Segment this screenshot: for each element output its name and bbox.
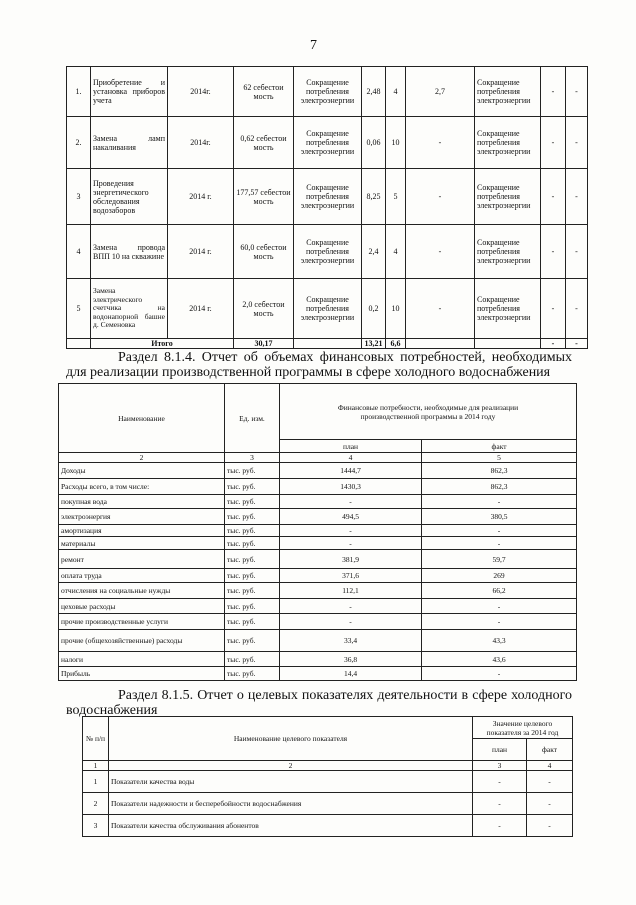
row-plan: - xyxy=(280,495,422,509)
row-fact: 862,3 xyxy=(422,463,577,479)
measure-name: Замена электрического счетчика на водонапорной башне д. Семеновка xyxy=(91,279,168,339)
row-unit: тыс. руб. xyxy=(225,537,280,550)
col-num-header: № п/п xyxy=(83,717,109,761)
measure-cost: 62 себестои мость xyxy=(234,67,294,117)
col-name-header: Наименование xyxy=(59,384,225,453)
col-plan-header: план xyxy=(280,440,422,453)
row-name: Прибыль xyxy=(59,667,225,681)
total-cost: 30,17 xyxy=(234,339,294,349)
measure-num: 1. xyxy=(67,67,91,117)
row-plan: 36,8 xyxy=(280,652,422,667)
measure-year: 2014г. xyxy=(168,67,234,117)
row-unit: тыс. руб. xyxy=(225,667,280,681)
row-plan: - xyxy=(280,614,422,630)
indicator-fact: - xyxy=(527,771,573,793)
row-plan: - xyxy=(280,537,422,550)
row-plan: - xyxy=(280,525,422,537)
row-unit: тыс. руб. xyxy=(225,495,280,509)
measure-num: 3 xyxy=(67,169,91,225)
indicator-name: Показатели качества воды xyxy=(109,771,473,793)
table-row xyxy=(59,667,577,681)
measure-cost: 0,62 себестои мость xyxy=(234,117,294,169)
indicator-num: 1 xyxy=(83,771,109,793)
table-row xyxy=(59,550,577,569)
col-number: 1 xyxy=(83,761,109,771)
measure-v3: - xyxy=(406,279,475,339)
indicator-num: 3 xyxy=(83,815,109,837)
measure-name: Замена провода ВПП 10 на скважине xyxy=(91,225,168,279)
column-numbers-row xyxy=(83,761,573,771)
table-row xyxy=(59,583,577,599)
financial-needs-table xyxy=(58,383,577,681)
row-plan: 381,9 xyxy=(280,550,422,569)
measure-effect: Сокращение потребления электроэнергии xyxy=(294,279,362,339)
col-number: 4 xyxy=(527,761,573,771)
table-row xyxy=(59,652,577,667)
col-number: 3 xyxy=(473,761,527,771)
row-plan: 1444,7 xyxy=(280,463,422,479)
row-unit: тыс. руб. xyxy=(225,525,280,537)
col-fact-header: факт xyxy=(527,739,573,761)
row-name: налоги xyxy=(59,652,225,667)
row-fact: 269 xyxy=(422,569,577,583)
measure-year: 2014 г. xyxy=(168,225,234,279)
row-plan: 494,5 xyxy=(280,509,422,525)
table-row xyxy=(59,537,577,550)
row-unit: тыс. руб. xyxy=(225,550,280,569)
measure-d2: - xyxy=(566,169,588,225)
total-label: Итого xyxy=(91,339,234,349)
row-name: электроэнергия xyxy=(59,509,225,525)
table-row xyxy=(59,569,577,583)
col-plan-header: план xyxy=(473,739,527,761)
table-row xyxy=(67,279,588,339)
measure-v2: 4 xyxy=(386,67,406,117)
measure-name: Замена ламп накаливания xyxy=(91,117,168,169)
measure-v3: 2,7 xyxy=(406,67,475,117)
table-row xyxy=(67,67,588,117)
row-fact: - xyxy=(422,495,577,509)
total-d2: - xyxy=(566,339,588,349)
col-value-header: Значение целевого показателя за 2014 год xyxy=(473,717,573,739)
measure-d2: - xyxy=(566,67,588,117)
measure-effect: Сокращение потребления электроэнергии xyxy=(294,225,362,279)
row-unit: тыс. руб. xyxy=(225,463,280,479)
row-name: материалы xyxy=(59,537,225,550)
table-row xyxy=(67,117,588,169)
target-indicators-table xyxy=(82,716,573,837)
table-row xyxy=(59,509,577,525)
col-number: 3 xyxy=(225,453,280,463)
total-d1: - xyxy=(541,339,566,349)
col-number: 4 xyxy=(280,453,422,463)
row-unit: тыс. руб. xyxy=(225,614,280,630)
row-name: оплата труда xyxy=(59,569,225,583)
row-fact: 59,7 xyxy=(422,550,577,569)
table-row xyxy=(59,479,577,495)
row-fact: - xyxy=(422,537,577,550)
measure-d2: - xyxy=(566,225,588,279)
table-row xyxy=(59,463,577,479)
measure-effect2: Сокращение потребления электроэнергии xyxy=(475,169,541,225)
col-unit-header: Ед. изм. xyxy=(225,384,280,453)
measure-name: Проведения энергетического обследования водозаборов xyxy=(91,169,168,225)
total-v1: 13,21 xyxy=(362,339,386,349)
measure-v1: 8,25 xyxy=(362,169,386,225)
row-name: Расходы всего, в том числе: xyxy=(59,479,225,495)
row-fact: 380,5 xyxy=(422,509,577,525)
row-name: прочие производственные услуги xyxy=(59,614,225,630)
row-fact: 66,2 xyxy=(422,583,577,599)
section-814-heading: Раздел 8.1.4. Отчет об объемах финансовых потребностей, необходимых для реализации производственной программы в сфере холодного водоснабжения xyxy=(66,350,572,380)
table-row xyxy=(59,630,577,652)
header-row xyxy=(59,384,577,440)
row-name: отчисления на социальные нужды xyxy=(59,583,225,599)
measure-v2: 5 xyxy=(386,169,406,225)
row-fact: - xyxy=(422,614,577,630)
indicator-plan: - xyxy=(473,771,527,793)
page-number: 7 xyxy=(310,38,317,53)
indicator-plan: - xyxy=(473,793,527,815)
row-fact: - xyxy=(422,667,577,681)
measure-v2: 4 xyxy=(386,225,406,279)
measure-effect2: Сокращение потребления электроэнергии xyxy=(475,225,541,279)
indicator-plan: - xyxy=(473,815,527,837)
col-number: 2 xyxy=(59,453,225,463)
col-number: 2 xyxy=(109,761,473,771)
measure-effect2: Сокращение потребления электроэнергии xyxy=(475,67,541,117)
indicator-fact: - xyxy=(527,793,573,815)
row-plan: 371,6 xyxy=(280,569,422,583)
measure-num: 4 xyxy=(67,225,91,279)
table-row xyxy=(67,169,588,225)
col-number: 5 xyxy=(422,453,577,463)
indicator-fact: - xyxy=(527,815,573,837)
row-name: цеховые расходы xyxy=(59,599,225,614)
row-name: ремонт xyxy=(59,550,225,569)
table-row xyxy=(83,771,573,793)
row-name: амортизация xyxy=(59,525,225,537)
table-row xyxy=(59,495,577,509)
measure-year: 2014 г. xyxy=(168,279,234,339)
measure-v1: 0,06 xyxy=(362,117,386,169)
row-plan: 112,1 xyxy=(280,583,422,599)
table-row xyxy=(83,815,573,837)
measure-effect: Сокращение потребления электроэнергии xyxy=(294,117,362,169)
measure-d1: - xyxy=(541,225,566,279)
row-unit: тыс. руб. xyxy=(225,652,280,667)
table-row xyxy=(83,793,573,815)
indicator-name: Показатели качества обслуживания абонентов xyxy=(109,815,473,837)
measure-d1: - xyxy=(541,67,566,117)
header-row xyxy=(83,717,573,739)
measure-cost: 177,57 себестои мость xyxy=(234,169,294,225)
measure-v1: 2,4 xyxy=(362,225,386,279)
col-needs-header: Финансовые потребности, необходимые для реализации производственной программы в 2014 году xyxy=(280,384,577,440)
row-fact: - xyxy=(422,525,577,537)
row-unit: тыс. руб. xyxy=(225,630,280,652)
row-unit: тыс. руб. xyxy=(225,569,280,583)
measure-v2: 10 xyxy=(386,279,406,339)
measure-v2: 10 xyxy=(386,117,406,169)
measure-effect2: Сокращение потребления электроэнергии xyxy=(475,279,541,339)
row-name: покупная вода xyxy=(59,495,225,509)
measure-d1: - xyxy=(541,279,566,339)
measure-name: Приобретение и установка приборов учета xyxy=(91,67,168,117)
measure-cost: 60,0 себестои мость xyxy=(234,225,294,279)
row-fact: 43,3 xyxy=(422,630,577,652)
table-row xyxy=(67,225,588,279)
row-fact: 43,6 xyxy=(422,652,577,667)
measure-d1: - xyxy=(541,169,566,225)
measure-v1: 2,48 xyxy=(362,67,386,117)
total-row xyxy=(67,339,588,349)
measure-num: 5 xyxy=(67,279,91,339)
measure-d2: - xyxy=(566,279,588,339)
row-unit: тыс. руб. xyxy=(225,583,280,599)
table-row xyxy=(59,525,577,537)
measure-year: 2014г. xyxy=(168,117,234,169)
col-name-header: Наименование целевого показателя xyxy=(109,717,473,761)
measure-effect: Сокращение потребления электроэнергии xyxy=(294,169,362,225)
indicator-num: 2 xyxy=(83,793,109,815)
section-815-heading: Раздел 8.1.5. Отчет о целевых показателях деятельности в сфере холодного водоснабжения xyxy=(66,688,572,718)
row-plan: 1430,3 xyxy=(280,479,422,495)
measure-effect: Сокращение потребления электроэнергии xyxy=(294,67,362,117)
measure-v3: - xyxy=(406,117,475,169)
row-name: прочие (общехозяйственные) расходы xyxy=(59,630,225,652)
measures-table xyxy=(66,66,588,349)
row-fact: 862,3 xyxy=(422,479,577,495)
row-plan: 33,4 xyxy=(280,630,422,652)
measure-d1: - xyxy=(541,117,566,169)
measure-cost: 2,0 себестои мость xyxy=(234,279,294,339)
measure-d2: - xyxy=(566,117,588,169)
col-fact-header: факт xyxy=(422,440,577,453)
measure-year: 2014 г. xyxy=(168,169,234,225)
measure-effect2: Сокращение потребления электроэнергии xyxy=(475,117,541,169)
measure-v1: 0,2 xyxy=(362,279,386,339)
indicator-name: Показатели надежности и бесперебойности водоснабжения xyxy=(109,793,473,815)
row-name: Доходы xyxy=(59,463,225,479)
table-row xyxy=(59,599,577,614)
row-plan: - xyxy=(280,599,422,614)
measure-v3: - xyxy=(406,169,475,225)
measure-v3: - xyxy=(406,225,475,279)
table-row xyxy=(59,614,577,630)
row-unit: тыс. руб. xyxy=(225,599,280,614)
total-v2: 6,6 xyxy=(386,339,406,349)
row-fact: - xyxy=(422,599,577,614)
row-unit: тыс. руб. xyxy=(225,479,280,495)
row-unit: тыс. руб. xyxy=(225,509,280,525)
measure-num: 2. xyxy=(67,117,91,169)
row-plan: 14,4 xyxy=(280,667,422,681)
column-numbers-row xyxy=(59,453,577,463)
